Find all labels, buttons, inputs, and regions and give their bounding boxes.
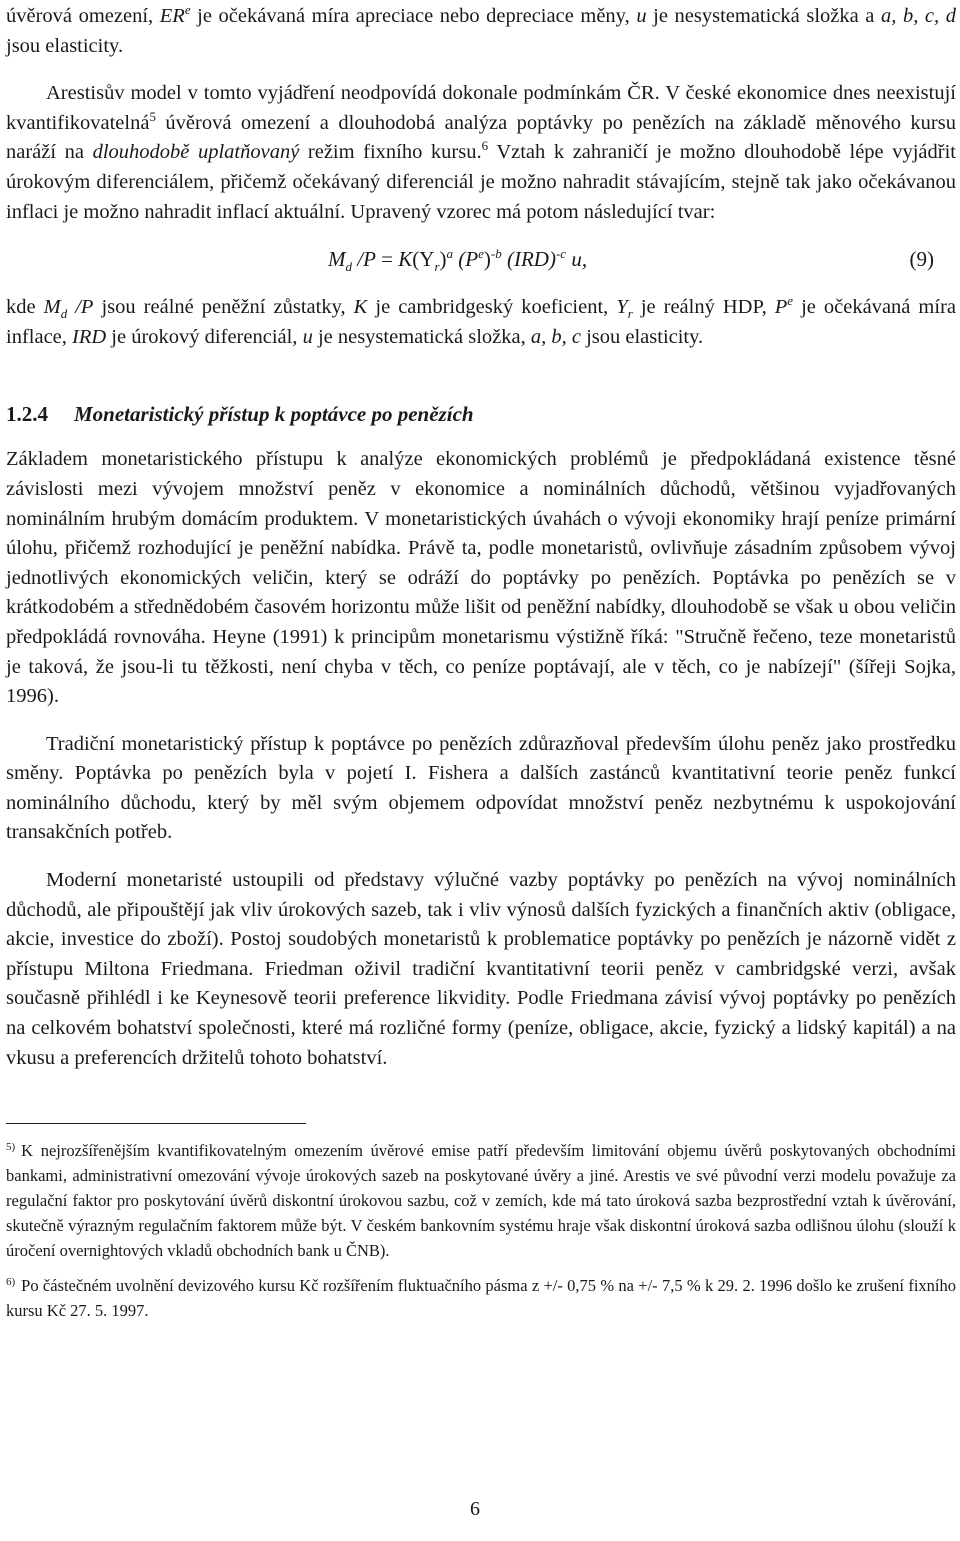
- section-heading: [6, 402, 956, 427]
- page-number: 6: [470, 1498, 480, 1520]
- text: úvěrová omezení,: [6, 5, 160, 27]
- equation-9: [6, 247, 956, 283]
- paragraph-arestis-model: [6, 79, 956, 227]
- paragraph-variables: kde $M_d$ /P jsou reálné peněžní zůstatky, K je cambridgeský koeficient, $Y_r$ je reálný HDP, $P^e$ je očekávaná míra inflace, IRD je úrokový diferenciál, u je nesystematická složka, a, b, c jsou elasticity.: [6, 293, 956, 348]
- equation-expression: $M_d$ $/P = K(Y_r)^a$ $(P^e)^{-b}$ (IRD)$^{-c}$ u,: [328, 246, 588, 275]
- paragraph-elasticity-intro: [6, 2, 956, 61]
- footnote-ref-6[interactable]: 6: [481, 138, 489, 154]
- symbol-u: u: [636, 5, 647, 27]
- text: Arestisův model v tomto vyjádření neodpovídá dokonale podmínkám ČR. V české ekonomice dnes neexistují kvantifikovatelná: [6, 82, 956, 134]
- section-number: 1.2.4: [6, 402, 48, 427]
- footnote-mark: 5): [6, 1140, 16, 1153]
- text: jsou elasticity.: [6, 34, 124, 57]
- text: úvěrová omezení a dlouhodobá analýza poptávky po penězích na základě měnového kursu naráží na: [6, 111, 956, 164]
- footnote-separator: [6, 1123, 306, 1124]
- text: je nesystematická složka a: [646, 5, 881, 27]
- footnote-5: [6, 1138, 956, 1263]
- footnote-6: [6, 1273, 956, 1323]
- italic-text: dlouhodobě uplatňovaný: [92, 141, 300, 164]
- text: režim fixního kursu.: [299, 141, 482, 164]
- paragraph-monetarist-basis: Základem monetaristického přístupu k analýze ekonomických problémů je předpokládaná existence těsné závislosti mezi vývojem množství peněz v ekonomice a nominálních důchodů, většinou vyjadřovaných nominálním hrubým domácím produktem. V monetaristických úvahách o vývoji ekonomiky hrají peníze primární úlohu, přičemž rozhodující je peněžní nabídka. Právě ta, podle monetaristů, ovlivňuje zásadním způsobem vývoj jednotlivých ekonomických veličin, který se odráží do poptávky po penězích. Poptávka po penězích se v krátkodobém a střednědobém časovém horizontu může lišit od peněžní nabídky, dlouhodobě se však u obou veličin předpokládá rovnováha. Heyne (1991) k principům monetarismu výstižně říká: "Stručně řečeno, teze monetaristů je taková, že jsou-li tu těžkosti, není chyba v těch, co peníze poptávají, ale v těch, co je nabízejí" (šířeji Sojka, 1996).: [6, 448, 956, 708]
- footnote-ref-5[interactable]: 5: [149, 108, 156, 124]
- superscript: e: [184, 2, 191, 18]
- document-page: [6, 0, 956, 1323]
- paragraph-modern-monetarists: Moderní monetaristé ustoupili od představy výlučné vazby poptávky po penězích na vývoj nominálních důchodů, ale připouštějí jak vliv úrokových sazeb, tak i vliv výnosů dalších fyzických a finančních aktiv (obligace, akcie, investice do zboží). Postoj soudobých monetaristů k problematice poptávky po penězích je názorně vidět z přístupu Miltona Friedmana. Friedman oživil tradiční kvantitativní teorii peněz v cambridgské verzi, avšak současně přihlédl i ke Keynesově teorii preference likvidity. Podle Friedmana závisí vývoj poptávky po penězích na celkovém bohatství společnosti, které má rozličné formy (peníze, obligace, akcie, fyzický a lidský kapitál) a na vkusu a preferencích držitelů tohoto bohatství.: [6, 869, 956, 1069]
- footnote-text: Po částečném uvolnění devizového kursu Kč rozšířením fluktuačního pásma z +/- 0,75 % na +/- 7,5 % k 29. 2. 1996 došlo ke zrušení fixního kursu Kč 27. 5. 1997.: [6, 1276, 956, 1321]
- symbol-abcd: a, b, c, d: [881, 5, 956, 27]
- paragraph-traditional-approach: Tradiční monetaristický přístup k poptávce po penězích zdůrazňoval především úlohu peněz jako prostředku směny. Poptávka po penězích byla v pojetí I. Fishera a dalších zastánců kvantitativní teorie peněz funkcí nominálního důchodu, který by měl svým objemem odpovídat množství peněz nezbytnému k uspokojování transakčních potřeb.: [6, 732, 956, 844]
- equation-number: (9): [909, 247, 934, 272]
- section-title: Monetaristický přístup k poptávce po penězích: [74, 402, 474, 427]
- text: je očekávaná míra apreciace nebo depreciace měny,: [190, 5, 637, 27]
- footnote-text: K nejrozšířenějším kvantifikovatelným omezením úvěrové emise patří především limitování objemu úvěrů poskytovaných obchodními bankami, administrativní omezování vývoje úrokových sazeb na poskytované úvěry a jiné. Arestis ve své původní verzi modelu považuje za regulační faktor pro poskytování úvěrů diskontní úrokovou sazbu, což v zemích, kde má tato úroková sazba bezprostřední vztah k úvěrování, skutečně výrazným regulačním faktorem může být. V českém bankovním systému hraje však diskontní úroková sazba odlišnou úlohu (slouží k úročení overnightových vkladů obchodních bank u ČNB).: [6, 1141, 956, 1261]
- text: Vztah k zahraničí je možno dlouhodobě lépe vyjádřit úrokovým diferenciálem, přičemž očekávaný diferenciál je možno nahradit stávajícím, stejně tak jako očekávanou inflaci je možno nahradit inflací aktuální. Upravený vzorec má potom následující tvar:: [6, 141, 956, 223]
- footnote-mark: 6): [6, 1275, 16, 1288]
- symbol-er: ER: [159, 5, 185, 27]
